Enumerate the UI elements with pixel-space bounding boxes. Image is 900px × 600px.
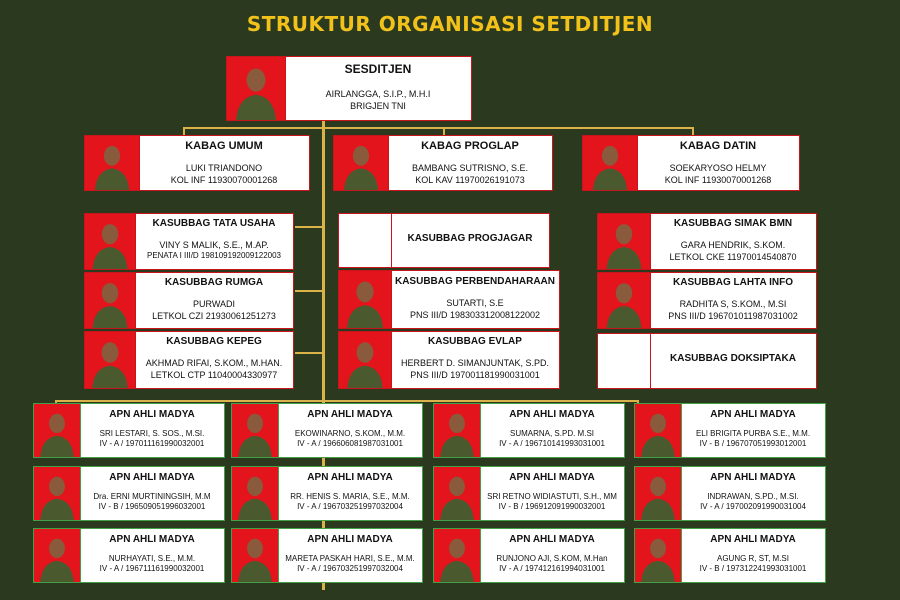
portrait-photo bbox=[635, 404, 682, 457]
person-rank: IV - B / 196912091990032001 bbox=[498, 502, 606, 511]
org-node-apn bbox=[433, 466, 625, 521]
org-node-apn bbox=[231, 403, 423, 458]
person-name: SRI RETNO WIDIASTUTI, S.H., MM bbox=[487, 492, 617, 501]
person-name: HERBERT D. SIMANJUNTAK, S.PD. bbox=[400, 358, 550, 368]
person-rank: LETKOL CZI 21930061251273 bbox=[152, 311, 276, 321]
org-node-kasubbag-perbendaharaan bbox=[338, 270, 560, 329]
position-title: APN AHLI MADYA bbox=[710, 409, 796, 420]
person-rank: IV - A / 197412161994031001 bbox=[499, 564, 605, 573]
position-title: KASUBBAG RUMGA bbox=[164, 277, 264, 288]
person-rank: BRIGJEN TNI bbox=[350, 101, 406, 111]
position-title: KASUBBAG DOKSIPTAKA bbox=[670, 353, 796, 364]
portrait-photo bbox=[434, 529, 481, 582]
org-node-sesditjen bbox=[226, 56, 472, 121]
portrait-photo bbox=[434, 467, 481, 520]
person-rank: PNS III/D 197001181990031001 bbox=[410, 370, 540, 380]
person-rank: IV - A / 196703251997032004 bbox=[297, 564, 403, 573]
org-node-apn bbox=[634, 466, 826, 521]
position-title: KASUBBAG PROGJAGAR bbox=[407, 233, 533, 244]
person-rank: KOL KAV 11970026191073 bbox=[415, 175, 525, 185]
position-title: KASUBBAG EVLAP bbox=[428, 336, 522, 347]
position-title: APN AHLI MADYA bbox=[109, 534, 195, 545]
org-node-apn bbox=[634, 403, 826, 458]
position-title: APN AHLI MADYA bbox=[509, 472, 595, 483]
portrait-photo bbox=[339, 271, 392, 328]
person-rank: LETKOL CTP 11040004330977 bbox=[150, 370, 278, 380]
org-node-apn bbox=[433, 403, 625, 458]
portrait-photo bbox=[85, 136, 140, 190]
portrait-photo bbox=[635, 529, 682, 582]
person-name: SOEKARYOSO HELMY bbox=[669, 163, 767, 173]
portrait-photo bbox=[85, 214, 136, 269]
position-title: KASUBBAG PERBENDAHARAAN bbox=[394, 276, 555, 287]
org-node-kasubbag-evlap bbox=[338, 331, 560, 389]
person-rank: IV - A / 197011161990032001 bbox=[99, 439, 205, 448]
person-name: AKHMAD RIFAI, S.KOM., M.HAN. bbox=[145, 358, 283, 368]
person-name: BAMBANG SUTRISNO, S.E. bbox=[411, 163, 529, 173]
org-node-kasubbag-kepeg bbox=[84, 331, 294, 389]
portrait-photo bbox=[334, 136, 389, 190]
portrait-photo bbox=[34, 404, 81, 457]
org-node-kasubbag-tata-usaha bbox=[84, 213, 294, 270]
person-name: RR. HENIS S. MARIA, S.E., M.M. bbox=[290, 492, 410, 501]
position-title: APN AHLI MADYA bbox=[307, 472, 393, 483]
position-title: APN AHLI MADYA bbox=[509, 409, 595, 420]
person-name: INDRAWAN, S.PD., M.SI. bbox=[707, 492, 799, 501]
org-node-kabag-umum bbox=[84, 135, 310, 191]
portrait-photo bbox=[339, 332, 392, 388]
portrait-photo bbox=[598, 273, 651, 328]
person-rank: PNS III/D 196701011987031002 bbox=[668, 311, 798, 321]
position-title: SESDITJEN bbox=[344, 62, 412, 76]
portrait-photo bbox=[598, 334, 651, 388]
portrait-photo bbox=[85, 332, 136, 388]
person-name: NURHAYATI, S.E., M.M. bbox=[108, 554, 196, 563]
person-rank: IV - B / 196509051996032001 bbox=[98, 502, 206, 511]
org-node-apn bbox=[33, 403, 225, 458]
person-name: MARETA PASKAH HARI, S.E., M.M. bbox=[285, 554, 415, 563]
portrait-photo bbox=[227, 57, 286, 120]
org-node-kasubbag-doksiptaka bbox=[597, 333, 817, 389]
position-title: APN AHLI MADYA bbox=[710, 534, 796, 545]
person-rank: IV - A / 197002091990031004 bbox=[700, 502, 806, 511]
org-node-apn bbox=[33, 466, 225, 521]
position-title: APN AHLI MADYA bbox=[307, 409, 393, 420]
portrait-photo bbox=[232, 404, 279, 457]
person-name: AGUNG R, ST, M.SI bbox=[716, 554, 789, 563]
person-rank: IV - A / 196606081987031001 bbox=[297, 439, 403, 448]
org-node-kabag-proglap bbox=[333, 135, 553, 191]
person-rank: KOL INF 11930070001268 bbox=[664, 175, 772, 185]
person-rank: IV - A / 196703251997032004 bbox=[297, 502, 403, 511]
person-name: PURWADI bbox=[192, 299, 235, 309]
person-name: RUNJONO AJI, S.KOM, M.Han bbox=[496, 554, 608, 563]
org-node-apn bbox=[33, 528, 225, 583]
org-node-kasubbag-lahta-info bbox=[597, 272, 817, 329]
org-node-apn bbox=[634, 528, 826, 583]
person-rank: KOL INF 11930070001268 bbox=[170, 175, 278, 185]
person-name: GARA HENDRIK, S.KOM. bbox=[680, 240, 786, 250]
position-title: APN AHLI MADYA bbox=[307, 534, 393, 545]
position-title: KASUBBAG SIMAK BMN bbox=[673, 218, 793, 229]
person-rank: IV - A / 196710141993031001 bbox=[499, 439, 605, 448]
person-name: ELI BRIGITA PURBA S.E., M.M. bbox=[695, 429, 811, 438]
person-name: EKOWINARNO, S.KOM., M.M. bbox=[294, 429, 406, 438]
person-rank: IV - B / 197312241993031001 bbox=[699, 564, 807, 573]
portrait-photo bbox=[34, 529, 81, 582]
org-node-apn bbox=[231, 466, 423, 521]
person-name: AIRLANGGA, S.I.P., M.H.I bbox=[325, 89, 431, 99]
person-rank: PENATA I III/D 198109192009122003 bbox=[146, 251, 282, 260]
person-name: RADHITA S, S.KOM., M.SI bbox=[679, 299, 787, 309]
position-title: KABAG DATIN bbox=[679, 140, 757, 152]
person-rank: IV - A / 196711161990032001 bbox=[99, 564, 205, 573]
portrait-photo bbox=[232, 529, 279, 582]
org-node-apn bbox=[433, 528, 625, 583]
org-node-kasubbag-progjagar bbox=[338, 213, 550, 268]
person-name: LUKI TRIANDONO bbox=[185, 163, 263, 173]
org-node-kasubbag-rumga bbox=[84, 272, 294, 329]
person-name: SRI LESTARI, S. SOS., M.SI. bbox=[99, 429, 205, 438]
position-title: APN AHLI MADYA bbox=[710, 472, 796, 483]
org-node-kasubbag-simak-bmn bbox=[597, 213, 817, 270]
portrait-photo bbox=[598, 214, 651, 269]
position-title: KABAG PROGLAP bbox=[421, 140, 519, 152]
position-title: APN AHLI MADYA bbox=[509, 534, 595, 545]
person-name: Dra. ERNI MURTININGSIH, M.M bbox=[93, 492, 211, 501]
chart-title: STRUKTUR ORGANISASI SETDITJEN bbox=[246, 12, 654, 36]
person-name: SUMARNA, S.PD. M.SI bbox=[509, 429, 594, 438]
org-node-apn bbox=[231, 528, 423, 583]
org-node-kabag-datin bbox=[582, 135, 800, 191]
position-title: APN AHLI MADYA bbox=[109, 409, 195, 420]
portrait-photo bbox=[635, 467, 682, 520]
portrait-photo bbox=[85, 273, 136, 328]
portrait-photo bbox=[339, 214, 392, 267]
person-rank: LETKOL CKE 11970014540870 bbox=[669, 252, 797, 262]
position-title: KASUBBAG LAHTA INFO bbox=[673, 277, 793, 288]
person-rank: PNS III/D 198303312008122002 bbox=[409, 310, 541, 320]
portrait-photo bbox=[434, 404, 481, 457]
portrait-photo bbox=[232, 467, 279, 520]
person-name: SUTARTI, S.E bbox=[446, 298, 504, 308]
position-title: KASUBBAG TATA USAHA bbox=[152, 218, 276, 229]
person-rank: IV - B / 196707051993012001 bbox=[699, 439, 807, 448]
position-title: KASUBBAG KEPEG bbox=[166, 336, 262, 347]
position-title: KABAG UMUM bbox=[185, 140, 263, 152]
portrait-photo bbox=[583, 136, 638, 190]
portrait-photo bbox=[34, 467, 81, 520]
person-name: VINY S MALIK, S.E., M.AP. bbox=[159, 240, 269, 250]
position-title: APN AHLI MADYA bbox=[109, 472, 195, 483]
